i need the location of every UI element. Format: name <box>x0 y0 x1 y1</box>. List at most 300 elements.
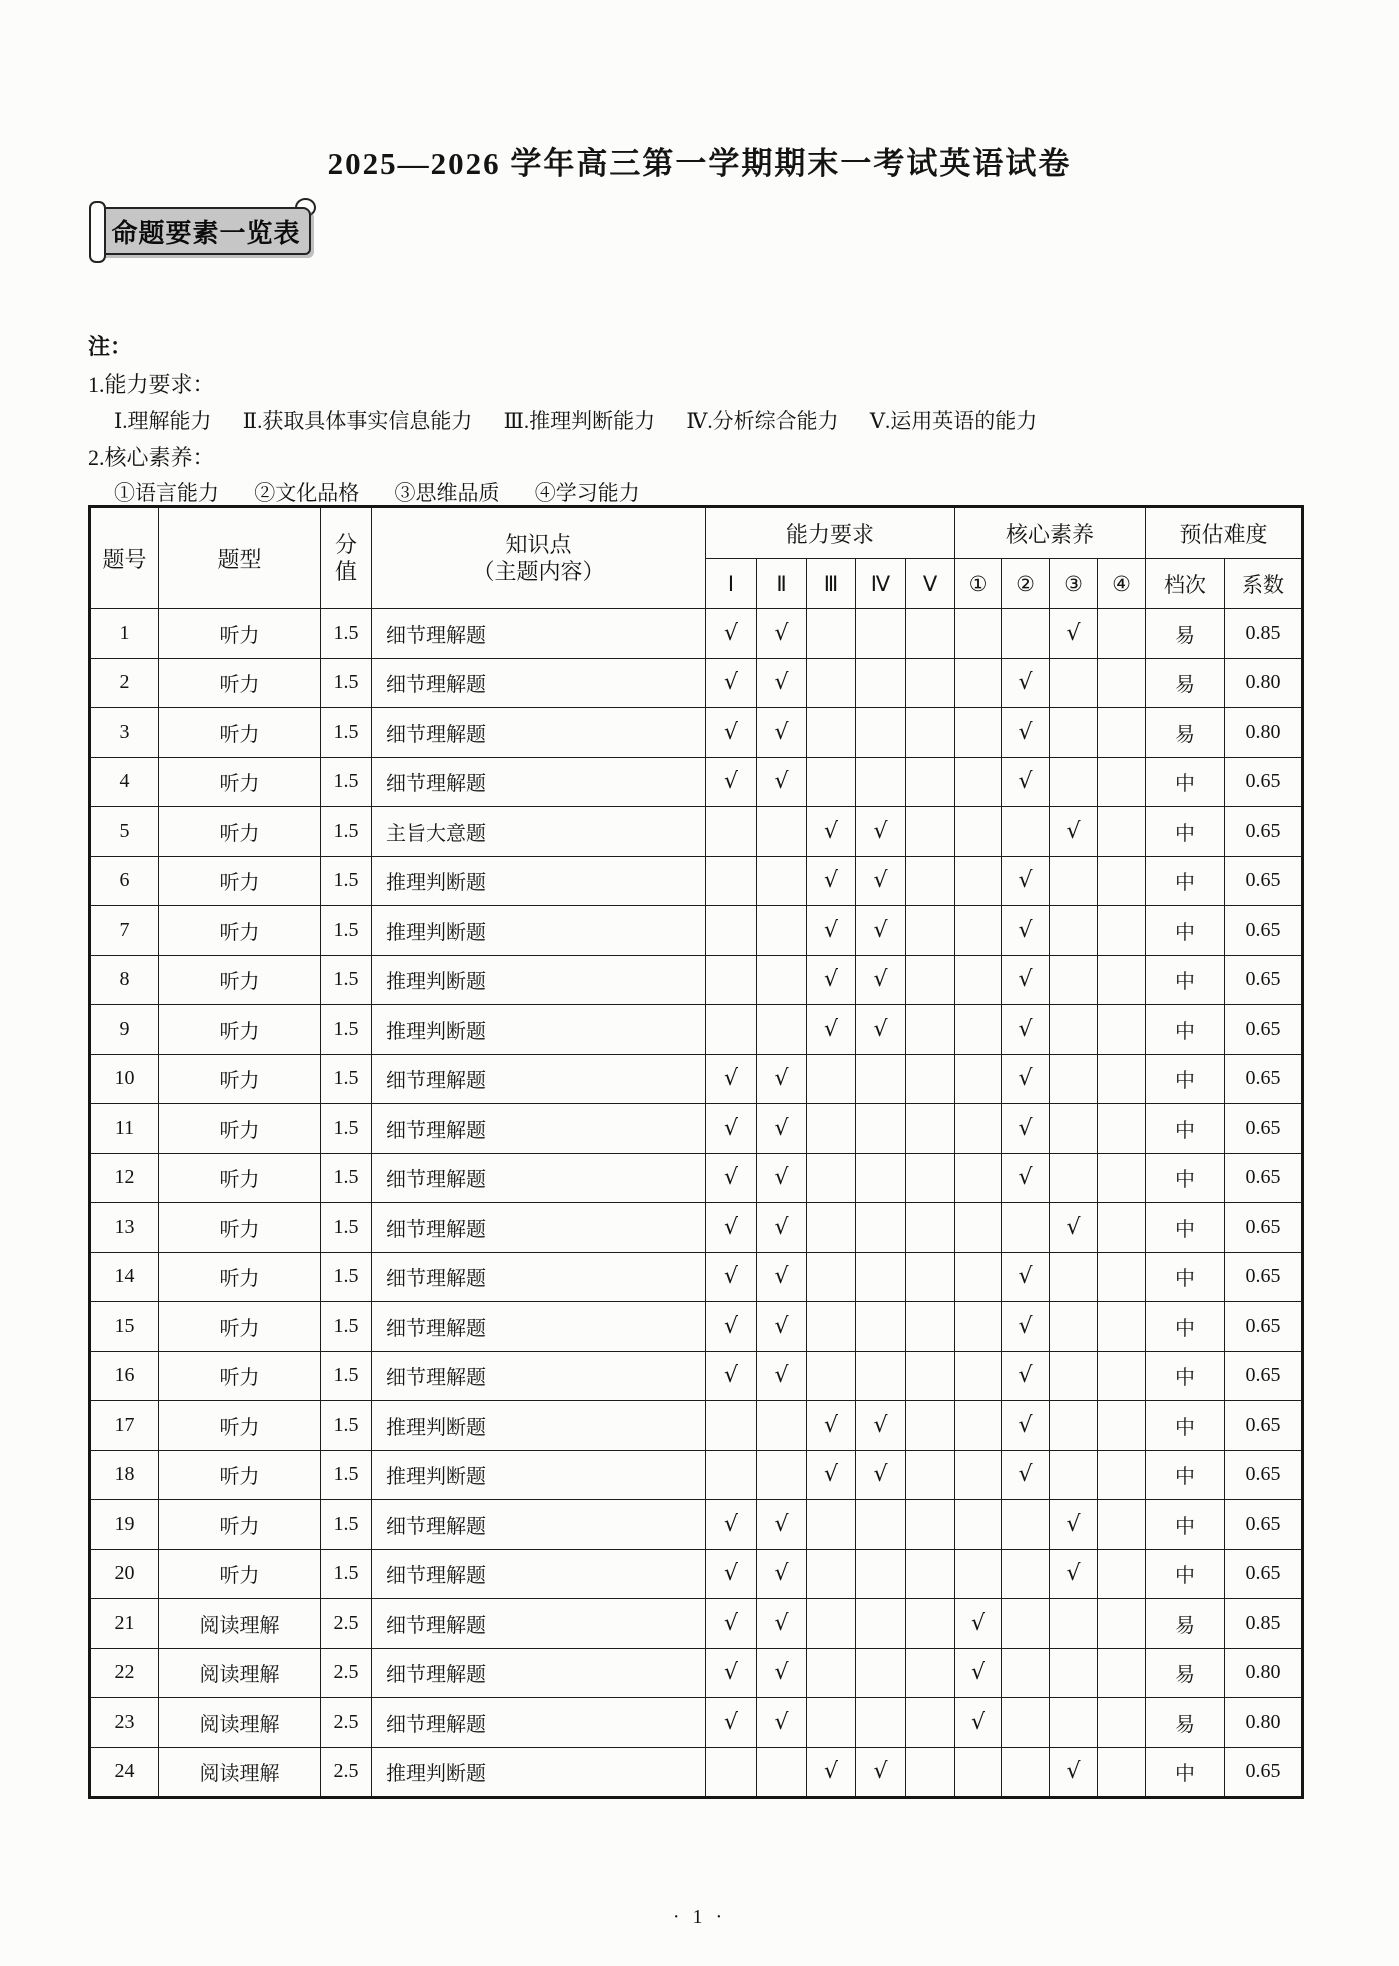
cell-ability-4 <box>856 1252 906 1302</box>
cell-ability-2: √ <box>757 1252 807 1302</box>
cell-ability-1: √ <box>706 1252 757 1302</box>
cell-points: 1.5 <box>321 1351 372 1401</box>
cell-question-no: 9 <box>90 1005 159 1055</box>
header-points: 分 值 <box>321 507 372 609</box>
cell-question-type: 阅读理解 <box>159 1698 321 1748</box>
cell-ability-4 <box>856 1153 906 1203</box>
cell-question-type: 听力 <box>159 609 321 659</box>
notes-label: 注： <box>88 334 133 359</box>
cell-competency-1 <box>955 609 1002 659</box>
cell-ability-3 <box>807 1104 856 1154</box>
cell-ability-5 <box>906 1351 955 1401</box>
cell-ability-5 <box>906 1698 955 1748</box>
cell-knowledge: 推理判断题 <box>372 955 706 1005</box>
cell-ability-4: √ <box>856 1450 906 1500</box>
cell-difficulty-level: 中 <box>1146 1549 1225 1599</box>
cell-ability-3 <box>807 1549 856 1599</box>
cell-ability-3: √ <box>807 856 856 906</box>
cell-question-no: 19 <box>90 1500 159 1550</box>
cell-ability-4 <box>856 1500 906 1550</box>
cell-ability-1: √ <box>706 1153 757 1203</box>
cell-points: 2.5 <box>321 1747 372 1798</box>
header-ability-group: 能力要求 <box>706 507 955 559</box>
cell-difficulty-level: 中 <box>1146 757 1225 807</box>
cell-knowledge: 推理判断题 <box>372 1401 706 1451</box>
cell-ability-4 <box>856 1054 906 1104</box>
cell-competency-3 <box>1050 1104 1098 1154</box>
cell-question-type: 听力 <box>159 1401 321 1451</box>
cell-ability-4: √ <box>856 856 906 906</box>
cell-difficulty-coefficient: 0.65 <box>1225 1252 1303 1302</box>
cell-ability-4 <box>856 1549 906 1599</box>
cell-difficulty-level: 中 <box>1146 1005 1225 1055</box>
cell-points: 1.5 <box>321 1153 372 1203</box>
cell-ability-5 <box>906 1450 955 1500</box>
cell-question-no: 16 <box>90 1351 159 1401</box>
cell-competency-4 <box>1098 1203 1146 1253</box>
cell-question-type: 听力 <box>159 955 321 1005</box>
cell-ability-1: √ <box>706 1104 757 1154</box>
table-row <box>90 757 1303 807</box>
cell-ability-5 <box>906 1203 955 1253</box>
competency-legend <box>114 477 670 507</box>
cell-ability-1 <box>706 1450 757 1500</box>
cell-competency-1 <box>955 1401 1002 1451</box>
cell-ability-3 <box>807 1153 856 1203</box>
cell-difficulty-level: 中 <box>1146 1450 1225 1500</box>
cell-points: 1.5 <box>321 609 372 659</box>
cell-ability-3: √ <box>807 1450 856 1500</box>
table-row <box>90 1104 1303 1154</box>
cell-difficulty-coefficient: 0.80 <box>1225 1648 1303 1698</box>
cell-question-type: 听力 <box>159 1549 321 1599</box>
cell-competency-4 <box>1098 1005 1146 1055</box>
cell-knowledge: 推理判断题 <box>372 906 706 956</box>
cell-knowledge: 细节理解题 <box>372 757 706 807</box>
cell-competency-3: √ <box>1050 609 1098 659</box>
cell-ability-2: √ <box>757 609 807 659</box>
cell-question-type: 听力 <box>159 1252 321 1302</box>
cell-ability-5 <box>906 1104 955 1154</box>
header-difficulty-coefficient: 系数 <box>1225 559 1303 609</box>
header-competency-2: ② <box>1002 559 1050 609</box>
cell-ability-3: √ <box>807 955 856 1005</box>
cell-question-no: 24 <box>90 1747 159 1798</box>
cell-competency-4 <box>1098 609 1146 659</box>
cell-competency-1 <box>955 1153 1002 1203</box>
cell-competency-3 <box>1050 1648 1098 1698</box>
cell-knowledge: 细节理解题 <box>372 1599 706 1649</box>
cell-competency-1 <box>955 1450 1002 1500</box>
cell-competency-3 <box>1050 1005 1098 1055</box>
table-row <box>90 1599 1303 1649</box>
cell-ability-4: √ <box>856 807 906 857</box>
table-row <box>90 1549 1303 1599</box>
cell-competency-2: √ <box>1002 1005 1050 1055</box>
cell-knowledge: 细节理解题 <box>372 658 706 708</box>
cell-knowledge: 细节理解题 <box>372 1648 706 1698</box>
cell-competency-2: √ <box>1002 1302 1050 1352</box>
cell-competency-1 <box>955 807 1002 857</box>
scroll-roll-icon <box>89 201 106 263</box>
cell-ability-4 <box>856 658 906 708</box>
cell-competency-4 <box>1098 1302 1146 1352</box>
cell-difficulty-level: 易 <box>1146 708 1225 758</box>
cell-competency-3 <box>1050 1401 1098 1451</box>
cell-competency-2: √ <box>1002 1401 1050 1451</box>
cell-question-no: 20 <box>90 1549 159 1599</box>
cell-competency-1 <box>955 955 1002 1005</box>
cell-difficulty-level: 中 <box>1146 1747 1225 1798</box>
cell-knowledge: 推理判断题 <box>372 1747 706 1798</box>
cell-difficulty-coefficient: 0.65 <box>1225 1302 1303 1352</box>
table-row <box>90 1252 1303 1302</box>
cell-points: 1.5 <box>321 1203 372 1253</box>
cell-difficulty-level: 中 <box>1146 807 1225 857</box>
cell-ability-5 <box>906 757 955 807</box>
cell-ability-5 <box>906 1599 955 1649</box>
question-elements-table-wrap <box>88 505 1304 1799</box>
cell-ability-5 <box>906 856 955 906</box>
cell-points: 1.5 <box>321 1302 372 1352</box>
cell-ability-3 <box>807 1599 856 1649</box>
cell-ability-1: √ <box>706 757 757 807</box>
cell-points: 1.5 <box>321 658 372 708</box>
cell-difficulty-coefficient: 0.65 <box>1225 1351 1303 1401</box>
cell-points: 1.5 <box>321 807 372 857</box>
cell-ability-1: √ <box>706 1203 757 1253</box>
cell-question-type: 听力 <box>159 1203 321 1253</box>
cell-question-type: 听力 <box>159 1153 321 1203</box>
cell-ability-3 <box>807 708 856 758</box>
cell-knowledge: 细节理解题 <box>372 1252 706 1302</box>
cell-competency-1 <box>955 708 1002 758</box>
cell-competency-3 <box>1050 1054 1098 1104</box>
table-body <box>90 609 1303 1798</box>
cell-ability-2 <box>757 906 807 956</box>
cell-knowledge: 细节理解题 <box>372 1500 706 1550</box>
cell-ability-5 <box>906 1302 955 1352</box>
header-knowledge: 知识点 （主题内容） <box>372 507 706 609</box>
cell-difficulty-coefficient: 0.65 <box>1225 1153 1303 1203</box>
competency-legend-item: ④学习能力 <box>534 481 640 505</box>
cell-competency-4 <box>1098 1698 1146 1748</box>
cell-ability-3 <box>807 1203 856 1253</box>
cell-competency-1: √ <box>955 1698 1002 1748</box>
table-row <box>90 1203 1303 1253</box>
header-ability-1: Ⅰ <box>706 559 757 609</box>
cell-ability-1: √ <box>706 1054 757 1104</box>
cell-ability-2: √ <box>757 1599 807 1649</box>
table-row <box>90 708 1303 758</box>
cell-competency-1 <box>955 1747 1002 1798</box>
cell-difficulty-coefficient: 0.65 <box>1225 1104 1303 1154</box>
cell-ability-4: √ <box>856 906 906 956</box>
ability-legend <box>114 405 1063 435</box>
cell-difficulty-level: 易 <box>1146 1599 1225 1649</box>
cell-points: 1.5 <box>321 757 372 807</box>
cell-difficulty-level: 易 <box>1146 1698 1225 1748</box>
cell-competency-3: √ <box>1050 1747 1098 1798</box>
cell-competency-2: √ <box>1002 1450 1050 1500</box>
cell-question-no: 10 <box>90 1054 159 1104</box>
cell-competency-2: √ <box>1002 1104 1050 1154</box>
cell-competency-2 <box>1002 1698 1050 1748</box>
cell-question-no: 1 <box>90 609 159 659</box>
cell-difficulty-coefficient: 0.65 <box>1225 1747 1303 1798</box>
cell-competency-4 <box>1098 955 1146 1005</box>
cell-ability-5 <box>906 1747 955 1798</box>
cell-question-type: 阅读理解 <box>159 1747 321 1798</box>
cell-points: 1.5 <box>321 1500 372 1550</box>
cell-points: 2.5 <box>321 1599 372 1649</box>
cell-competency-3: √ <box>1050 1500 1098 1550</box>
competency-legend-item: ③思维品质 <box>394 481 500 505</box>
cell-difficulty-coefficient: 0.80 <box>1225 708 1303 758</box>
cell-competency-4 <box>1098 1450 1146 1500</box>
cell-competency-3 <box>1050 856 1098 906</box>
cell-knowledge: 主旨大意题 <box>372 807 706 857</box>
cell-ability-3 <box>807 1302 856 1352</box>
cell-ability-5 <box>906 1549 955 1599</box>
cell-ability-4 <box>856 609 906 659</box>
cell-ability-1 <box>706 807 757 857</box>
cell-ability-1: √ <box>706 1351 757 1401</box>
cell-ability-1 <box>706 856 757 906</box>
cell-ability-2 <box>757 1005 807 1055</box>
cell-ability-5 <box>906 1054 955 1104</box>
cell-competency-3 <box>1050 1450 1098 1500</box>
cell-knowledge: 细节理解题 <box>372 1549 706 1599</box>
cell-difficulty-level: 中 <box>1146 1252 1225 1302</box>
cell-competency-4 <box>1098 1104 1146 1154</box>
cell-ability-5 <box>906 955 955 1005</box>
table-row <box>90 1500 1303 1550</box>
cell-difficulty-level: 中 <box>1146 1302 1225 1352</box>
cell-question-no: 3 <box>90 708 159 758</box>
cell-ability-3: √ <box>807 807 856 857</box>
cell-knowledge: 推理判断题 <box>372 1450 706 1500</box>
cell-points: 1.5 <box>321 1104 372 1154</box>
cell-ability-2 <box>757 1401 807 1451</box>
cell-ability-5 <box>906 906 955 956</box>
cell-competency-3 <box>1050 757 1098 807</box>
table-row <box>90 609 1303 659</box>
cell-competency-3 <box>1050 955 1098 1005</box>
cell-question-type: 阅读理解 <box>159 1648 321 1698</box>
cell-ability-3 <box>807 609 856 659</box>
cell-ability-1: √ <box>706 1500 757 1550</box>
cell-ability-2 <box>757 807 807 857</box>
table-row <box>90 1054 1303 1104</box>
cell-ability-4: √ <box>856 1747 906 1798</box>
cell-competency-4 <box>1098 1500 1146 1550</box>
header-competency-group: 核心素养 <box>955 507 1146 559</box>
cell-question-type: 听力 <box>159 1351 321 1401</box>
cell-ability-3 <box>807 757 856 807</box>
cell-question-no: 12 <box>90 1153 159 1203</box>
cell-competency-2: √ <box>1002 658 1050 708</box>
cell-ability-3 <box>807 1252 856 1302</box>
cell-question-no: 17 <box>90 1401 159 1451</box>
cell-ability-1: √ <box>706 708 757 758</box>
cell-knowledge: 细节理解题 <box>372 1104 706 1154</box>
cell-knowledge: 推理判断题 <box>372 1005 706 1055</box>
cell-ability-5 <box>906 658 955 708</box>
cell-knowledge: 细节理解题 <box>372 1153 706 1203</box>
cell-ability-2: √ <box>757 658 807 708</box>
cell-competency-4 <box>1098 1054 1146 1104</box>
cell-points: 2.5 <box>321 1698 372 1748</box>
cell-competency-3 <box>1050 658 1098 708</box>
cell-knowledge: 细节理解题 <box>372 1203 706 1253</box>
cell-ability-1: √ <box>706 1549 757 1599</box>
table-row <box>90 856 1303 906</box>
cell-ability-1 <box>706 955 757 1005</box>
cell-question-type: 阅读理解 <box>159 1599 321 1649</box>
cell-ability-2: √ <box>757 1153 807 1203</box>
cell-difficulty-level: 易 <box>1146 658 1225 708</box>
cell-difficulty-level: 中 <box>1146 1351 1225 1401</box>
cell-difficulty-coefficient: 0.65 <box>1225 1054 1303 1104</box>
cell-ability-2: √ <box>757 1698 807 1748</box>
cell-ability-1: √ <box>706 1648 757 1698</box>
header-difficulty-group: 预估难度 <box>1146 507 1303 559</box>
cell-competency-1 <box>955 1302 1002 1352</box>
cell-competency-2 <box>1002 1549 1050 1599</box>
cell-ability-5 <box>906 708 955 758</box>
header-ability-3: Ⅲ <box>807 559 856 609</box>
cell-points: 2.5 <box>321 1648 372 1698</box>
cell-points: 1.5 <box>321 1401 372 1451</box>
table-row <box>90 1450 1303 1500</box>
cell-ability-2: √ <box>757 1054 807 1104</box>
cell-competency-2: √ <box>1002 906 1050 956</box>
table-row <box>90 658 1303 708</box>
cell-ability-4 <box>856 1648 906 1698</box>
ability-legend-item: Ⅲ.推理判断能力 <box>503 409 656 433</box>
cell-competency-4 <box>1098 1351 1146 1401</box>
cell-points: 1.5 <box>321 1005 372 1055</box>
cell-competency-3: √ <box>1050 1549 1098 1599</box>
cell-competency-1 <box>955 1054 1002 1104</box>
cell-competency-2: √ <box>1002 757 1050 807</box>
cell-difficulty-level: 中 <box>1146 955 1225 1005</box>
cell-ability-1 <box>706 1005 757 1055</box>
cell-ability-2 <box>757 1450 807 1500</box>
cell-knowledge: 细节理解题 <box>372 1351 706 1401</box>
cell-competency-3: √ <box>1050 807 1098 857</box>
cell-competency-4 <box>1098 658 1146 708</box>
cell-knowledge: 推理判断题 <box>372 856 706 906</box>
cell-ability-5 <box>906 1153 955 1203</box>
header-ability-5: Ⅴ <box>906 559 955 609</box>
cell-ability-4: √ <box>856 1005 906 1055</box>
cell-points: 1.5 <box>321 955 372 1005</box>
cell-competency-2 <box>1002 1599 1050 1649</box>
cell-competency-1 <box>955 658 1002 708</box>
cell-points: 1.5 <box>321 1549 372 1599</box>
competency-legend-item: ①语言能力 <box>114 481 219 505</box>
cell-ability-1: √ <box>706 658 757 708</box>
cell-ability-4 <box>856 708 906 758</box>
cell-ability-5 <box>906 1252 955 1302</box>
cell-ability-3 <box>807 1698 856 1748</box>
cell-competency-1 <box>955 1500 1002 1550</box>
cell-ability-3: √ <box>807 1401 856 1451</box>
cell-competency-2 <box>1002 807 1050 857</box>
table-row <box>90 807 1303 857</box>
cell-ability-4 <box>856 757 906 807</box>
cell-competency-3 <box>1050 1698 1098 1748</box>
cell-ability-2: √ <box>757 1549 807 1599</box>
cell-question-no: 5 <box>90 807 159 857</box>
cell-difficulty-level: 中 <box>1146 1401 1225 1451</box>
cell-ability-4: √ <box>856 955 906 1005</box>
cell-ability-2 <box>757 955 807 1005</box>
cell-competency-3 <box>1050 1302 1098 1352</box>
cell-competency-2 <box>1002 609 1050 659</box>
cell-ability-1 <box>706 906 757 956</box>
cell-question-no: 8 <box>90 955 159 1005</box>
cell-difficulty-level: 易 <box>1146 609 1225 659</box>
cell-competency-3 <box>1050 1153 1098 1203</box>
cell-difficulty-level: 中 <box>1146 856 1225 906</box>
cell-ability-2: √ <box>757 1648 807 1698</box>
cell-question-type: 听力 <box>159 1500 321 1550</box>
cell-difficulty-level: 中 <box>1146 1104 1225 1154</box>
cell-ability-3: √ <box>807 906 856 956</box>
header-competency-3: ③ <box>1050 559 1098 609</box>
cell-competency-4 <box>1098 1549 1146 1599</box>
cell-competency-1 <box>955 1549 1002 1599</box>
header-ability-2: Ⅱ <box>757 559 807 609</box>
cell-ability-2 <box>757 856 807 906</box>
cell-competency-2: √ <box>1002 856 1050 906</box>
cell-difficulty-coefficient: 0.85 <box>1225 1599 1303 1649</box>
cell-competency-3: √ <box>1050 1203 1098 1253</box>
cell-question-type: 听力 <box>159 1104 321 1154</box>
cell-question-type: 听力 <box>159 658 321 708</box>
cell-ability-2: √ <box>757 1500 807 1550</box>
cell-ability-1: √ <box>706 1302 757 1352</box>
table-row <box>90 906 1303 956</box>
cell-ability-4 <box>856 1104 906 1154</box>
cell-ability-4 <box>856 1302 906 1352</box>
cell-difficulty-coefficient: 0.65 <box>1225 906 1303 956</box>
cell-difficulty-coefficient: 0.65 <box>1225 856 1303 906</box>
cell-ability-2: √ <box>757 1203 807 1253</box>
cell-competency-2: √ <box>1002 1252 1050 1302</box>
page-number: · 1 · <box>672 1906 727 1928</box>
cell-ability-4 <box>856 1203 906 1253</box>
cell-competency-4 <box>1098 906 1146 956</box>
note-core-competencies: 2.核心素养： <box>88 445 215 470</box>
cell-ability-3 <box>807 1054 856 1104</box>
ability-legend-item: Ⅱ.获取具体事实信息能力 <box>242 409 473 433</box>
cell-difficulty-level: 中 <box>1146 906 1225 956</box>
cell-question-no: 13 <box>90 1203 159 1253</box>
cell-competency-4 <box>1098 1252 1146 1302</box>
header-competency-4: ④ <box>1098 559 1146 609</box>
cell-difficulty-coefficient: 0.65 <box>1225 1450 1303 1500</box>
cell-knowledge: 细节理解题 <box>372 609 706 659</box>
cell-competency-3 <box>1050 1599 1098 1649</box>
cell-points: 1.5 <box>321 1450 372 1500</box>
cell-points: 1.5 <box>321 906 372 956</box>
cell-ability-2: √ <box>757 1302 807 1352</box>
cell-ability-1 <box>706 1747 757 1798</box>
